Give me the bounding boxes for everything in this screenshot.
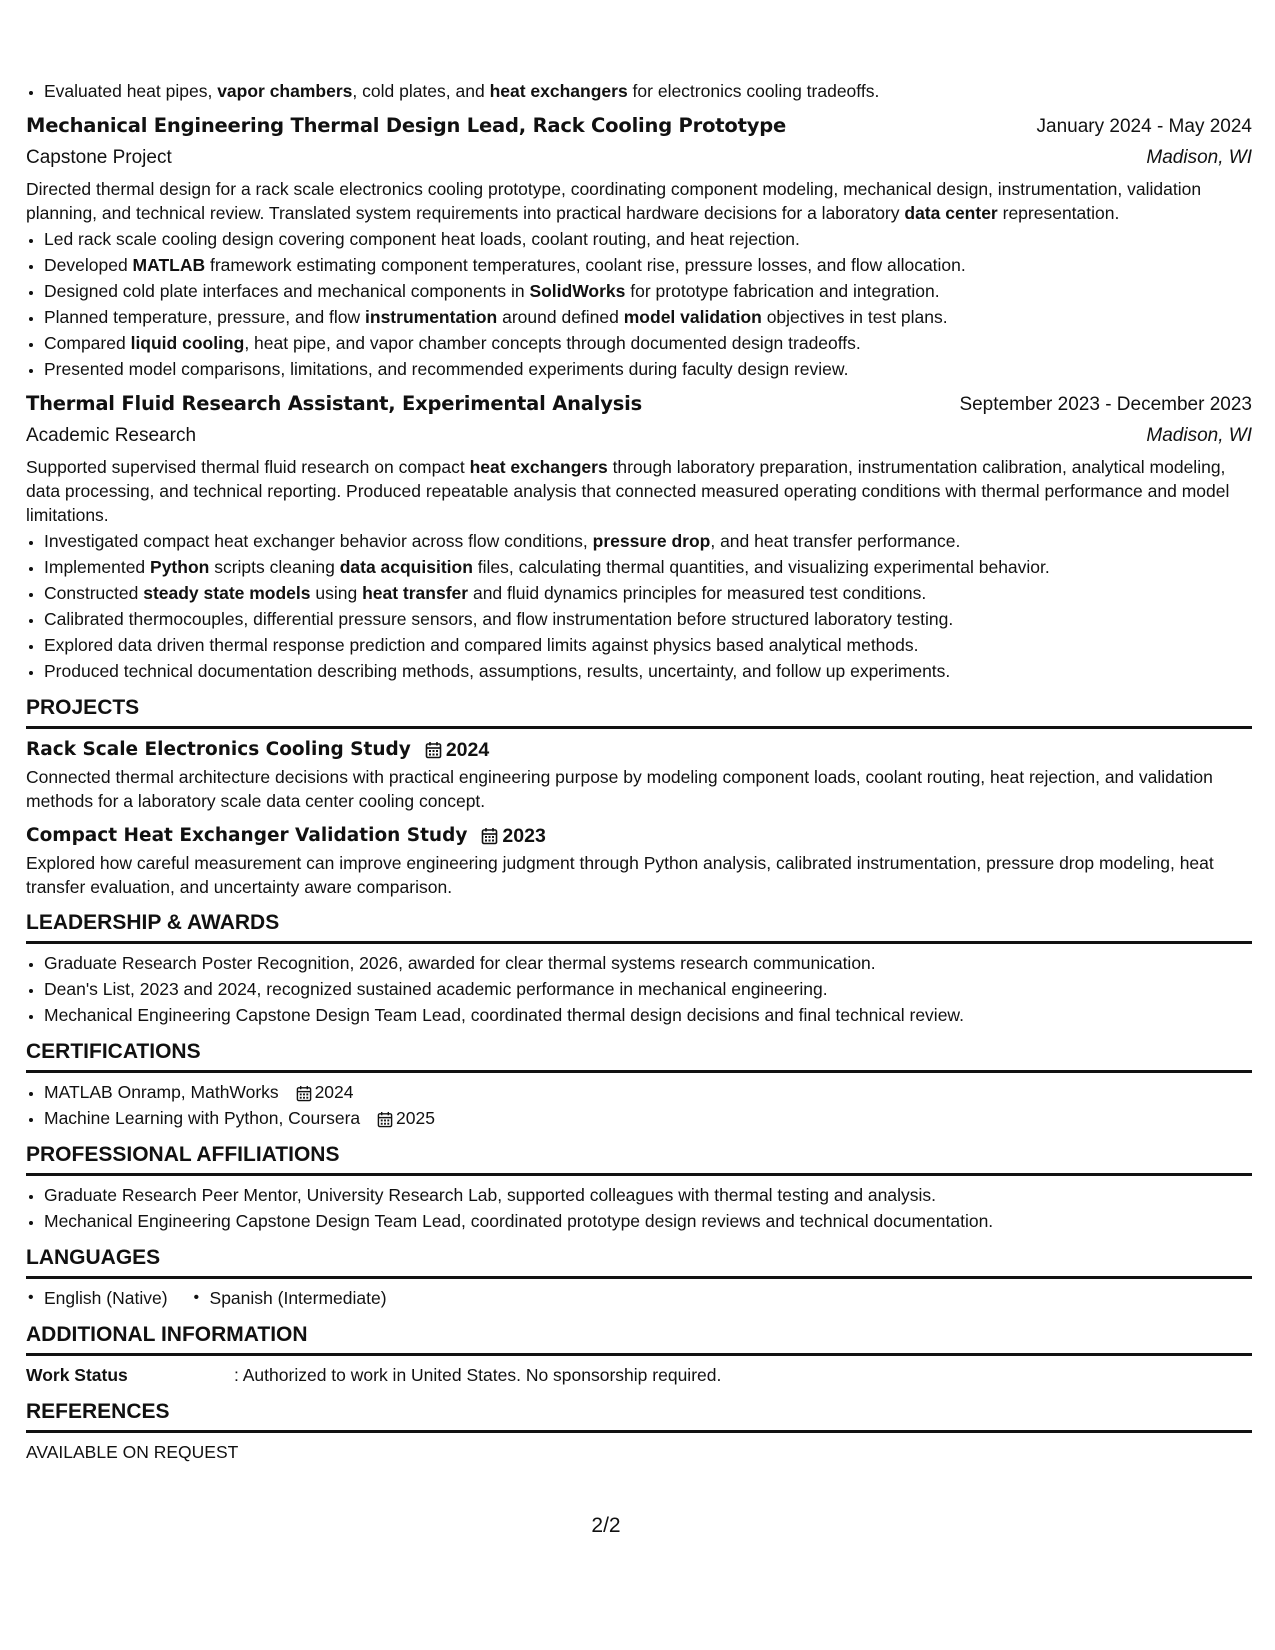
text-run: Supported supervised thermal fluid research on compact [26,457,470,477]
text-run: , heat pipe, and vapor chamber concepts through documented design tradeoffs. [244,333,861,353]
text-run: Constructed [44,583,144,603]
certification-year: 2025 [396,1108,435,1128]
certification-item [44,1079,1252,1105]
job-header [26,388,1252,421]
text-run: Designed cold plate interfaces and mechanical components in [44,281,530,301]
list-item: • Graduate Research Peer Mentor, University Research Lab, supported colleagues with thermal testing and analysis. [44,1182,1252,1208]
section-heading-affiliations: PROFESSIONAL AFFILIATIONS [26,1141,1252,1176]
job-organization: Academic Research [26,425,197,446]
bold-text-run: Python [150,557,210,577]
calendar-icon [377,1105,393,1131]
previous-job-bullets [26,78,1252,104]
calendar-icon [296,1079,312,1105]
certification-date [296,1079,354,1105]
bullet-item [44,528,1252,554]
text-run: Developed [44,255,133,275]
bullet-item [44,78,1252,104]
section-heading-projects: PROJECTS [26,694,1252,729]
bold-text-run: heat exchangers [489,81,628,101]
certifications-list [26,1079,1252,1131]
calendar-icon [425,741,442,759]
section-heading-leadership: LEADERSHIP & AWARDS [26,909,1252,944]
project-title: Compact Heat Exchanger Validation Study [26,825,468,846]
text-run: Led rack scale cooling design covering component heat loads, coolant routing, and heat rejection. [44,229,800,249]
bold-text-run: vapor chambers [217,81,353,101]
text-run: Explored data driven thermal response prediction and compared limits against physics based analytical methods. [44,635,919,655]
text-run: , cold plates, and [352,81,490,101]
text-run: representation. [997,203,1120,223]
work-status-value: : Authorized to work in United States. No sponsorship required. [234,1365,722,1385]
text-run: for prototype fabrication and integration. [625,281,940,301]
section-heading-certifications: CERTIFICATIONS [26,1038,1252,1073]
certification-date [377,1105,435,1131]
job-entry [26,388,1252,684]
certification-name: Machine Learning with Python, Coursera [44,1108,361,1128]
text-run: objectives in test plans. [761,307,948,327]
bold-text-run: model validation [623,307,762,327]
bullet-item [44,606,1252,632]
text-run: Planned temperature, pressure, and flow [44,307,366,327]
section-heading-languages: LANGUAGES [26,1244,1252,1279]
leadership-list [26,950,1252,1028]
list-item: • Mechanical Engineering Capstone Design Team Lead, coordinated prototype design reviews and technical documentation. [44,1208,1252,1234]
resume-page [26,78,1252,1465]
job-subheader [26,143,1252,173]
text-run: and fluid dynamics principles for measured test conditions. [468,583,927,603]
project-entry [26,735,1252,813]
bullet-item [44,632,1252,658]
text-run: Directed thermal design for a rack scale electronics cooling prototype, coordinating component modeling, mechanical design, instrumentation, validation planning, and technical review. Translated system requirements into practical hardware decisions for a laboratory [26,179,1202,223]
project-year: 2024 [445,739,490,761]
job-organization: Capstone Project [26,147,172,168]
list-item: • Mechanical Engineering Capstone Design Team Lead, coordinated thermal design decisions and final technical review. [44,1002,1252,1028]
bold-text-run: MATLAB [132,255,206,275]
job-bullets [26,226,1252,382]
project-entry [26,821,1252,899]
project-title-row [26,735,1252,765]
job-header [26,110,1252,143]
bullet-item [44,356,1252,382]
affiliations-list [26,1182,1252,1234]
certification-name: MATLAB Onramp, MathWorks [44,1082,279,1102]
text-run: for electronics cooling tradeoffs. [627,81,880,101]
job-summary [26,177,1252,225]
job-title: Thermal Fluid Research Assistant, Experimental Analysis [26,392,643,415]
job-subheader [26,421,1252,451]
page-number: 2/2 [591,1514,621,1537]
section-heading-additional-info: ADDITIONAL INFORMATION [26,1321,1252,1356]
text-run: Compared [44,333,131,353]
text-run: Implemented [44,557,151,577]
project-year: 2023 [502,825,546,847]
job-dates: September 2023 - December 2023 [959,394,1252,415]
bold-text-run: steady state models [143,583,311,603]
job-dates: January 2024 - May 2024 [1036,116,1252,137]
text-run: through laboratory preparation, instrumentation calibration, analytical modeling, data processing, and technical reporting. Produced repeatable analysis that connected measured operating conditions with thermal performance and model limitations. [26,457,1230,525]
job-location: Madison, WI [1146,425,1252,446]
bullet-item [44,278,1252,304]
project-description: Connected thermal architecture decisions with practical engineering purpose by modeling component loads, coolant routing, heat rejection, and validation methods for a laboratory scale data center cooling concept. [26,767,1213,811]
project-title: Rack Scale Electronics Cooling Study [26,739,411,760]
text-run: scripts cleaning [209,557,340,577]
references-text: AVAILABLE ON REQUEST [26,1442,239,1462]
job-location: Madison, WI [1146,147,1252,168]
text-run: Calibrated thermocouples, differential pressure sensors, and flow instrumentation before structured laboratory testing. [44,609,954,629]
text-run: , and heat transfer performance. [710,531,961,551]
bullet-item [44,554,1252,580]
list-item: • Graduate Research Poster Recognition, 2026, awarded for clear thermal systems research communication. [44,950,1252,976]
bullet-item [44,304,1252,330]
work-status-label: Work Status [26,1365,128,1385]
bullet-item [44,658,1252,684]
section-heading-references: REFERENCES [26,1398,1252,1433]
text-run: Produced technical documentation describing methods, assumptions, results, uncertainty, and follow up experiments. [44,661,951,681]
text-run: Presented model comparisons, limitations, and recommended experiments during faculty design review. [44,359,849,379]
job-summary [26,455,1252,527]
bold-text-run: heat exchangers [469,457,608,477]
bullet-item [44,580,1252,606]
text-run: using [310,583,363,603]
job-bullets [26,528,1252,684]
text-run: framework estimating component temperatures, coolant rise, pressure losses, and flow allocation. [205,255,966,275]
project-description: Explored how careful measurement can improve engineering judgment through Python analysis, calibrated instrumentation, pressure drop modeling, heat transfer evaluation, and uncertainty aware comparison. [26,853,1214,897]
text-run: Evaluated heat pipes, [44,81,218,101]
bullet-item [44,252,1252,278]
bold-text-run: data acquisition [339,557,473,577]
bold-text-run: instrumentation [365,307,498,327]
bold-text-run: heat transfer [362,583,469,603]
bold-text-run: data center [904,203,998,223]
languages-list [26,1285,1252,1311]
bullet-item [44,330,1252,356]
job-title: Mechanical Engineering Thermal Design Lead, Rack Cooling Prototype [26,114,787,137]
bold-text-run: pressure drop [592,531,711,551]
text-run: Investigated compact heat exchanger behavior across flow conditions, [44,531,593,551]
list-item: • Dean's List, 2023 and 2024, recognized sustained academic performance in mechanical engineering. [44,976,1252,1002]
certification-item [44,1105,1252,1131]
bold-text-run: liquid cooling [130,333,245,353]
text-run: around defined [497,307,624,327]
job-entry [26,110,1252,382]
bullet-item [44,226,1252,252]
project-title-row [26,821,1252,851]
certification-year: 2024 [314,1082,354,1102]
text-run: files, calculating thermal quantities, and visualizing experimental behavior. [472,557,1050,577]
calendar-icon [481,827,498,845]
language-item: • English (Native) [26,1285,168,1311]
work-status-row [26,1362,1252,1388]
language-item: • Spanish (Intermediate) [192,1285,387,1311]
bold-text-run: SolidWorks [529,281,626,301]
